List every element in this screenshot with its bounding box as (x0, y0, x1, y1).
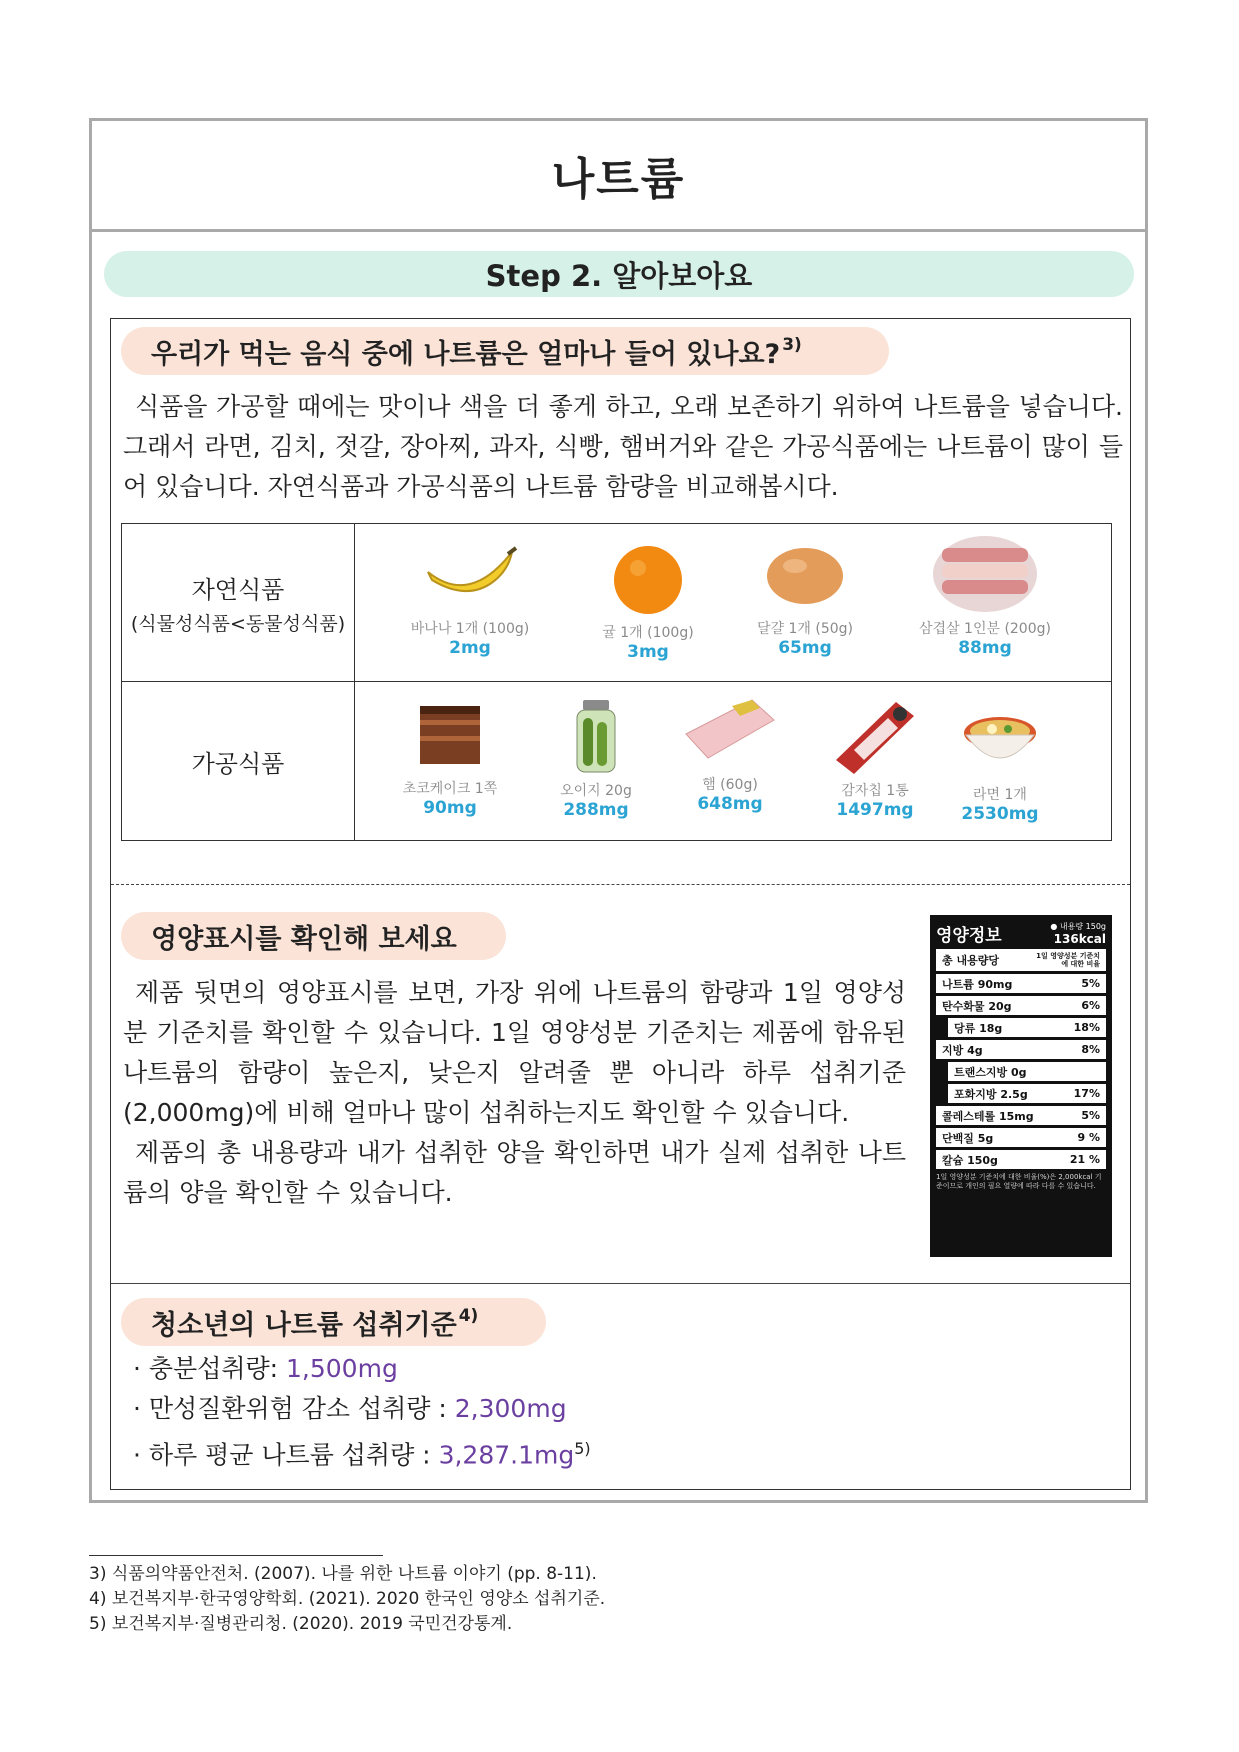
nutrient-name: 나트륨 90mg (942, 977, 1013, 991)
step-banner: Step 2. 알아보아요 (104, 251, 1134, 297)
tangerine-icon (593, 538, 703, 618)
food-item-name: 오이지 20g (560, 783, 632, 799)
nutrient-name: 당류 18g (954, 1021, 1003, 1035)
ramen-icon (945, 700, 1055, 780)
footnote: 5) 보건복지부·질병관리청. (2020). 2019 국민건강통계. (89, 1614, 513, 1634)
footnote-divider (89, 1555, 383, 1556)
processed-food-label (122, 682, 355, 841)
chocolate-cake-icon (395, 694, 505, 774)
food-item-sodium: 2530mg (961, 804, 1039, 824)
food-item (375, 694, 525, 818)
processed-food-items (355, 682, 1112, 841)
nutrition-kcal: 136kcal (1053, 932, 1106, 946)
nutrition-label-header (936, 921, 1106, 946)
list-item (133, 1349, 591, 1389)
pickle-jar-icon (541, 696, 651, 776)
intake-value: 1,500mg (286, 1354, 398, 1383)
banana-icon (415, 534, 525, 614)
nutrition-total-row (936, 949, 1106, 971)
title-area (92, 121, 1145, 232)
nutrient-pct: 18% (1073, 1021, 1100, 1034)
processed-food-title: 가공식품 (191, 749, 285, 778)
nutrition-label (930, 915, 1112, 1257)
natural-food-sublabel: (식물성식품<동물성식품) (130, 612, 346, 635)
intake-label: · 충분섭취량: (133, 1354, 287, 1383)
food-item-name: 귤 1개 (100g) (602, 625, 694, 641)
intake-standard-list (133, 1349, 591, 1475)
egg-icon (750, 534, 860, 614)
food-item (521, 696, 671, 820)
nutrition-label-kcal-group (1050, 921, 1106, 946)
food-item (910, 534, 1060, 658)
food-item-name: 달걀 1개 (50g) (756, 621, 853, 637)
food-item-sodium: 65mg (778, 638, 832, 658)
nutrition-row (936, 996, 1106, 1015)
natural-food-label (122, 524, 355, 682)
potato-chips-icon (820, 696, 930, 776)
intake-label: · 만성질환위험 감소 섭취량 : (133, 1394, 455, 1423)
nutrient-pct: 17% (1073, 1087, 1100, 1100)
nutrient-pct: 5% (1081, 1109, 1100, 1122)
nutrition-row (936, 1106, 1106, 1125)
nutrient-name: 탄수화물 20g (942, 999, 1012, 1013)
nutrition-row (948, 1018, 1106, 1037)
natural-food-title: 자연식품 (191, 575, 285, 604)
section-divider (111, 884, 1130, 885)
footnote-ref: 4) (458, 1306, 479, 1326)
nutrition-row (936, 1040, 1106, 1059)
nutrition-ref: 1일 영양성분 기준치에 대한 비율 (1036, 952, 1100, 968)
nutrition-row (948, 1062, 1106, 1081)
section2-paragraph (123, 973, 906, 1213)
list-item (133, 1389, 591, 1429)
section1-heading (121, 327, 889, 375)
intake-value: 2,300mg (454, 1394, 567, 1423)
section2-heading (121, 912, 506, 960)
food-item (573, 538, 723, 662)
list-item (133, 1429, 591, 1475)
footnotes (89, 1562, 605, 1637)
worksheet-frame (89, 118, 1148, 1503)
section3-heading-text: 청소년의 나트륨 섭취기준 (151, 1309, 457, 1341)
footnote: 4) 보건복지부·한국영양학회. (2021). 2020 한국인 영양소 섭취기준. (89, 1589, 606, 1609)
food-item-sodium: 3mg (627, 642, 669, 662)
food-item-sodium: 1497mg (836, 800, 914, 820)
food-item (395, 534, 545, 658)
nutrition-total: 총 내용량당 (942, 954, 999, 967)
nutrition-row (936, 1150, 1106, 1169)
food-item-name: 삼겹살 1인분 (200g) (919, 621, 1051, 637)
section2-paragraph1: 제품 뒷면의 영양표시를 보면, 가장 위에 나트륨의 함량과 1일 영양성분 기준치를 확인할 수 있습니다. 1일 영양성분 기준치는 제품에 함유된 나트륨의 함량이 높은지, 낮은지 알려줄 뿐 아니라 하루 섭취기준(2,000mg)에 비해 얼마나 많이 섭취하는지도 확인할 수 있습니다. (123, 978, 906, 1127)
food-item (925, 700, 1075, 824)
nutrient-name: 트랜스지방 0g (954, 1065, 1027, 1079)
food-item-name: 초코케이크 1쪽 (402, 781, 498, 797)
section1-paragraph (123, 387, 1123, 507)
nutrient-name: 단백질 5g (942, 1131, 994, 1145)
food-item-sodium: 2mg (449, 638, 491, 658)
food-item-sodium: 90mg (423, 798, 477, 818)
section3-heading (121, 1298, 546, 1346)
nutrient-pct: 5% (1081, 977, 1100, 990)
nutrient-name: 포화지방 2.5g (954, 1087, 1028, 1101)
footnote-ref: 3) (782, 335, 802, 355)
nutrition-serving: ● 내용량 150g (1050, 922, 1106, 931)
pork-belly-icon (930, 534, 1040, 614)
nutrition-row (948, 1084, 1106, 1103)
section-divider (111, 1283, 1130, 1284)
nutrition-footnote: 1일 영양성분 기준치에 대한 비율(%)은 2,000kcal 기준이므로 개인의 필요 열량에 따라 다를 수 있습니다. (936, 1173, 1102, 1190)
nutrient-name: 콜레스테롤 15mg (942, 1109, 1034, 1123)
food-item (655, 690, 805, 814)
food-item-sodium: 648mg (697, 794, 763, 814)
section2-paragraph2: 제품의 총 내용량과 내가 섭취한 양을 확인하면 내가 실제 섭취한 나트륨의 양을 확인할 수 있습니다. (123, 1138, 906, 1207)
intake-value: 3,287.1mg (438, 1440, 575, 1470)
sodium-comparison-table (121, 523, 1112, 841)
nutrient-pct: 6% (1081, 999, 1100, 1012)
nutrient-pct: 8% (1081, 1043, 1100, 1056)
nutrient-pct: 9 % (1077, 1131, 1100, 1144)
food-item-sodium: 288mg (563, 800, 629, 820)
footnote: 3) 식품의약품안전처. (2007). 나를 위한 나트륨 이야기 (pp. 8-11). (89, 1564, 597, 1584)
footnote-ref: 5) (574, 1439, 591, 1458)
nutrition-label-title: 영양정보 (936, 926, 1002, 946)
ham-icon (675, 690, 785, 770)
nutrient-pct: 21 % (1069, 1153, 1100, 1166)
content-box (110, 318, 1131, 1490)
food-item-name: 바나나 1개 (100g) (410, 621, 530, 637)
food-item (730, 534, 880, 658)
food-item-sodium: 88mg (958, 638, 1012, 658)
section2-heading-text: 영양표시를 확인해 보세요 (151, 923, 457, 955)
food-item-name: 감자칩 1통 (841, 783, 909, 799)
page-title: 나트륨 (551, 154, 686, 205)
nutrient-name: 지방 4g (942, 1043, 983, 1057)
nutrition-row (936, 974, 1106, 993)
nutrient-name: 칼슘 150g (942, 1153, 998, 1167)
natural-food-items (355, 524, 1112, 682)
section1-paragraph-text: 식품을 가공할 때에는 맛이나 색을 더 좋게 하고, 오래 보존하기 위하여 나트륨을 넣습니다. 그래서 라면, 김치, 젓갈, 장아찌, 과자, 식빵, 햄버거와 같은 가공식품에는 나트륨이 많이 들어 있습니다. 자연식품과 가공식품의 나트륨 함량을 비교해봅시다. (123, 392, 1123, 501)
food-item-name: 라면 1개 (973, 787, 1027, 803)
nutrition-row (936, 1128, 1106, 1147)
food-item-name: 햄 (60g) (702, 777, 758, 793)
section1-heading-text: 우리가 먹는 음식 중에 나트륨은 얼마나 들어 있나요? (151, 338, 781, 370)
intake-label: · 하루 평균 나트륨 섭취량 : (133, 1440, 439, 1470)
